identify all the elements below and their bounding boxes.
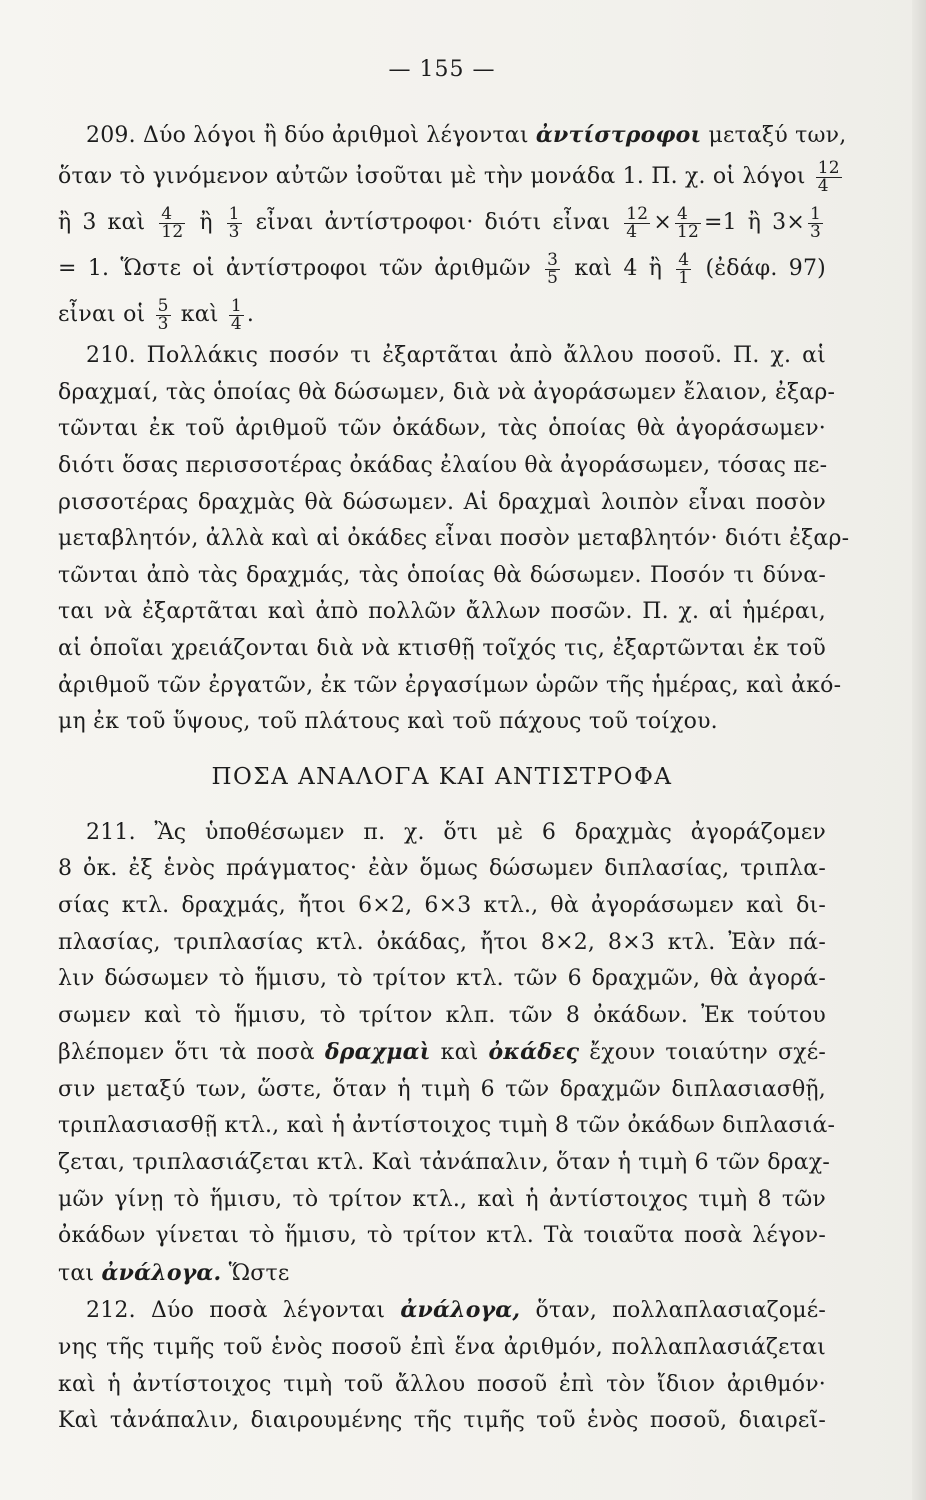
line: 212. Δύο ποσὰ λέγονται ἀνάλογα, ὅταν, πολλαπλασιαζομέ-	[86, 1297, 826, 1324]
fraction: $\frac{12}{4}$	[817, 157, 840, 196]
line: διότι ὅσας περισσοτέρας ὀκάδας ἐλαίου θὰ ἀγοράσωμεν, τόσας πε-	[58, 452, 828, 478]
paragraph-209	[58, 117, 847, 339]
line: ἀριθμοῦ τῶν ἐργατῶν, ἐκ τῶν ἐργασίμων ὡρῶν τῆς ἡμέρας, καὶ ἀκό-	[58, 672, 842, 698]
line: βλέπομεν ὅτι τὰ ποσὰ δραχμαὶ καὶ ὀκάδες ἔχουν τοιαύτην σχέ-	[58, 1039, 826, 1066]
line: σίας κτλ. δραχμάς, ἤτοι 6×2, 6×3 κτλ., θὰ ἀγοράσωμεν καὶ δι-	[58, 892, 826, 918]
line: τῶνται ἐκ τοῦ ἀριθμοῦ τῶν ὀκάδων, τὰς ὁποίας θὰ ἀγοράσωμεν·	[58, 416, 826, 442]
fraction: $\frac{3}{5}$	[547, 249, 559, 288]
page-edge	[912, 0, 926, 1500]
fraction: $\frac{12}{4}$	[626, 203, 649, 242]
fraction: $\frac{1}{3}$	[228, 203, 240, 242]
text: ἢ 3 καὶ	[58, 210, 146, 236]
line	[58, 117, 847, 155]
line: ρισσοτέρας δραχμὰς θὰ δώσωμεν. Αἱ δραχμαὶ λοιπὸν εἶναι ποσὸν	[58, 489, 826, 515]
line: μεταβλητόν, ἀλλὰ καὶ αἱ ὀκάδες εἶναι ποσὸν μεταβλητόν· διότι ἐξαρ-	[58, 526, 850, 552]
line: αἱ ὁποῖαι χρειάζονται διὰ νὰ κτισθῇ τοῖχός τις, ἐξαρτῶνται ἐκ τοῦ	[58, 635, 826, 661]
fraction: $\frac{4}{12}$	[161, 203, 184, 242]
line: σιν μεταξύ των, ὥστε, ὅταν ἡ τιμὴ 6 τῶν δραχμῶν διπλασιασθῇ,	[58, 1076, 826, 1102]
section-heading: ΠΟΣΑ ΑΝΑΛΟΓΑ ΚΑΙ ΑΝΤΙΣΤΡΟΦΑ	[211, 763, 673, 790]
line: ται ἀνάλογα. Ὥστε	[58, 1259, 290, 1286]
line: νης τῆς τιμῆς τοῦ ἑνὸς ποσοῦ ἐπὶ ἕνα ἀριθμόν, πολλαπλασιάζεται	[58, 1335, 826, 1361]
line: Καὶ τἀνάπαλιν, διαιρουμένης τῆς τιμῆς τοῦ ἑνὸς ποσοῦ, διαιρεῖ-	[58, 1408, 826, 1434]
term-okades: ὀκάδες	[488, 1039, 580, 1066]
page-text	[58, 52, 850, 1440]
fraction: $\frac{1}{4}$	[230, 295, 242, 334]
line: = 1. Ὥστε οἱ ἀντίστροφοι τῶν ἀριθμῶν $\frac{3}{5}$ καὶ 4 ἢ $\frac{4}{1}$ (ἐδάφ. 97)	[58, 249, 826, 288]
paragraph-210	[58, 338, 850, 741]
line: εἶναι οἱ $\frac{5}{3}$ καὶ $\frac{1}{4}$ .	[58, 295, 255, 334]
line: ται νὰ ἐξαρτᾶται καὶ ἀπὸ πολλῶν ἄλλων ποσῶν. Π. χ. αἱ ἡμέραι,	[58, 599, 826, 625]
line: 211. Ἂς ὑποθέσωμεν π. χ. ὅτι μὲ 6 δραχμὰς ἀγοράζομεν	[86, 819, 826, 845]
line: 8 ὀκ. ἐξ ἑνὸς πράγματος· ἐὰν ὅμως δώσωμεν διπλασίας, τριπλα-	[58, 856, 826, 882]
fraction: $\frac{4}{12}$	[676, 203, 699, 242]
paragraph-211	[58, 815, 836, 1293]
fraction: $\frac{4}{1}$	[678, 249, 690, 288]
line: τῶνται ἀπὸ τὰς δραχμάς, τὰς ὁποίας θὰ δώσωμεν. Ποσόν τι δύνα-	[58, 562, 826, 588]
term-analoga: ἀνάλογα.	[101, 1259, 222, 1286]
page-number: — 155 —	[388, 57, 496, 82]
fraction: $\frac{5}{3}$	[157, 295, 169, 334]
line: τριπλασιασθῇ κτλ., καὶ ἡ ἀντίστοιχος τιμὴ 8 τῶν ὀκάδων διπλασιά-	[58, 1113, 836, 1139]
text: ὅταν τὸ γινόμενον αὐτῶν ἰσοῦται μὲ τὴν μονάδα 1. Π. χ. οἱ λόγοι	[58, 164, 806, 190]
line: σωμεν καὶ τὸ ἥμισυ, τὸ τρίτον κλπ. τῶν 8 ὀκάδων. Ἐκ τούτου	[58, 1002, 826, 1028]
fraction: $\frac{1}{3}$	[809, 203, 821, 242]
term-drachmai: δραχμαὶ	[324, 1039, 431, 1066]
line: καὶ ἡ ἀντίστοιχος τιμὴ τοῦ ἄλλου ποσοῦ ἐπὶ τὸν ἴδιον ἀριθμόν·	[58, 1371, 826, 1397]
line	[58, 154, 840, 200]
line: λιν δώσωμεν τὸ ἥμισυ, τὸ τρίτον κτλ. τῶν 6 δραχμῶν, θὰ ἀγορά-	[58, 966, 826, 992]
line: ζεται, τριπλασιάζεται κτλ. Καὶ τἀνάπαλιν, ὅταν ἡ τιμὴ 6 τῶν δραχ-	[58, 1150, 831, 1176]
line: ἢ 3 καὶ $\frac{4}{12}$ ἢ $\frac{1}{3}$ εἶναι ἀντίστροφοι· διότι εἶναι $\frac{12}{4}$ × $\frac{4}{12}$ =1 ἢ 3× $\frac{1}{3}$	[58, 203, 821, 242]
line: πλασίας, τριπλασίας κτλ. ὀκάδας, ἤτοι 8×2, 8×3 κτλ. Ἐὰν πά-	[58, 929, 826, 955]
line: ὀκάδων γίνεται τὸ ἥμισυ, τὸ τρίτον κτλ. Τὰ τοιαῦτα ποσὰ λέγον-	[58, 1223, 826, 1249]
text: 209. Δύο λόγοι ἢ δύο ἀριθμοὶ λέγονται	[86, 122, 529, 148]
line: 210. Πολλάκις ποσόν τι ἐξαρτᾶται ἀπὸ ἄλλου ποσοῦ. Π. χ. αἱ	[86, 343, 826, 369]
paragraph-212	[58, 1292, 826, 1439]
line: δραχμαί, τὰς ὁποίας θὰ δώσωμεν, διὰ νὰ ἀγοράσωμεν ἔλαιον, ἐξαρ-	[58, 379, 836, 405]
term-analoga-def: ἀνάλογα,	[400, 1297, 521, 1324]
text: μεταξύ των,	[708, 122, 847, 148]
line: μῶν γίνῃ τὸ ἥμισυ, τὸ τρίτον κτλ., καὶ ἡ ἀντίστοιχος τιμὴ 8 τῶν	[58, 1186, 826, 1212]
term-antistrofoi: ἀντίστροφοι	[535, 121, 702, 148]
line: μη ἐκ τοῦ ὕψους, τοῦ πλάτους καὶ τοῦ πάχους τοῦ τοίχου.	[58, 709, 718, 735]
